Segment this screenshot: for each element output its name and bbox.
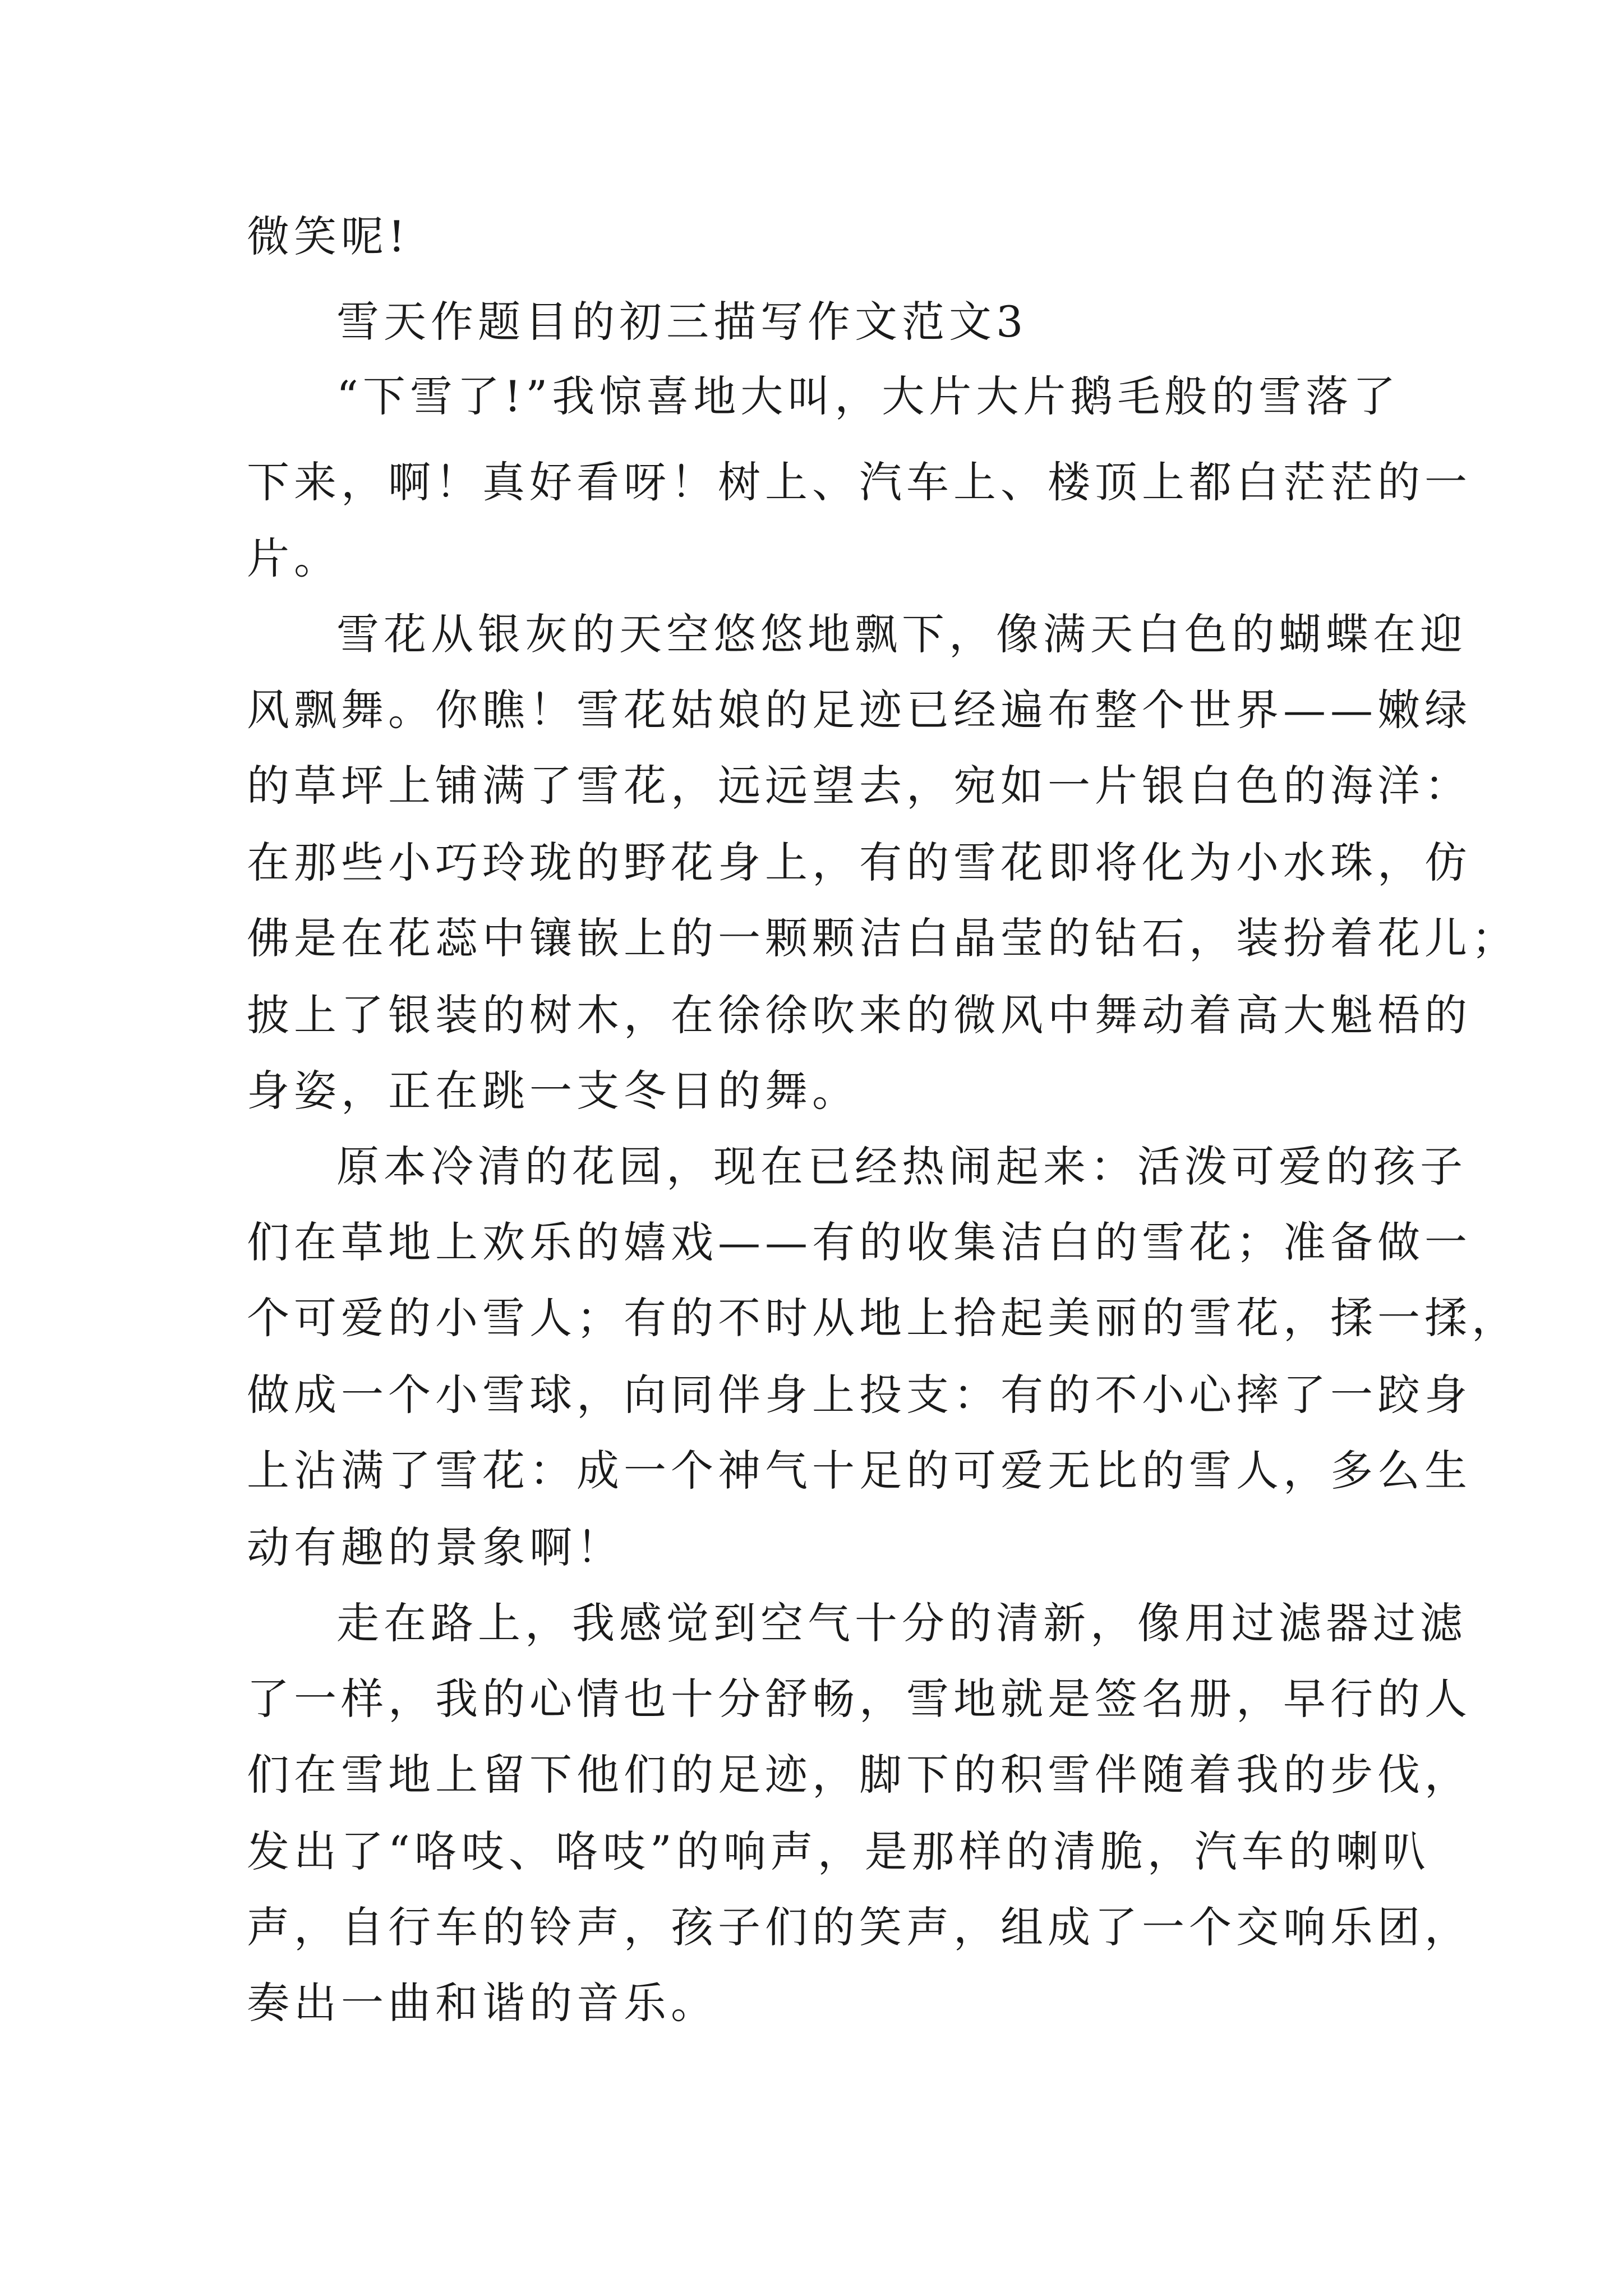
- paragraph-line: 发出了“咯吱、咯吱”的响声，是那样的清脆，汽车的喇叭: [247, 1826, 1430, 1876]
- paragraph-line: 做成一个小雪球，向同伴身上投支：有的不小心摔了一跤身: [247, 1370, 1472, 1420]
- paragraph-line: 披上了银装的树木，在徐徐吹来的微风中舞动着高大魁梧的: [247, 990, 1472, 1040]
- paragraph-line: 声，自行车的铃声，孩子们的笑声，组成了一个交响乐团，: [247, 1902, 1472, 1952]
- paragraph-line: 佛是在花蕊中镶嵌上的一颗颗洁白晶莹的钻石，装扮着花儿；: [247, 913, 1519, 963]
- paragraph-line: 的草坪上铺满了雪花，远远望去，宛如一片银白色的海洋：: [247, 761, 1472, 811]
- paragraph-line: 们在草地上欢乐的嬉戏——有的收集洁白的雪花；准备做一: [247, 1217, 1472, 1267]
- paragraph-line: 雪花从银灰的天空悠悠地飘下，像满天白色的蝴蝶在迎: [336, 609, 1467, 659]
- paragraph-line: 们在雪地上留下他们的足迹，脚下的积雪伴随着我的步伐，: [247, 1750, 1472, 1800]
- paragraph-line: 下来，啊！真好看呀！树上、汽车上、楼顶上都白茫茫的一: [247, 457, 1472, 507]
- paragraph-line: 了一样，我的心情也十分舒畅，雪地就是签名册，早行的人: [247, 1674, 1472, 1724]
- paragraph-line: 原本冷清的花园，现在已经热闹起来：活泼可爱的孩子: [336, 1142, 1467, 1191]
- paragraph-line: 在那些小巧玲珑的野花身上，有的雪花即将化为小水珠，仿: [247, 838, 1472, 887]
- paragraph-line: 奏出一曲和谐的音乐。: [247, 1978, 718, 2028]
- section-heading: 雪天作题目的初三描写作文范文3: [336, 297, 1028, 347]
- paragraph-line: 上沾满了雪花：成一个神气十足的可爱无比的雪人，多么生: [247, 1446, 1472, 1496]
- paragraph-line: “下雪了!”我惊喜地大叫，大片大片鹅毛般的雪落了: [336, 371, 1400, 421]
- paragraph-line: 片。: [247, 533, 341, 583]
- paragraph-line: 动有趣的景象啊！: [247, 1522, 624, 1572]
- paragraph-line: 走在路上，我感觉到空气十分的清新，像用过滤器过滤: [336, 1598, 1467, 1648]
- paragraph-line: 风飘舞。你瞧！雪花姑娘的足迹已经遍布整个世界——嫩绿: [247, 685, 1472, 735]
- paragraph-line: 身姿，正在跳一支冬日的舞。: [247, 1066, 859, 1116]
- paragraph-line: 微笑呢!: [247, 211, 410, 261]
- paragraph-line: 个可爱的小雪人；有的不时从地上拾起美丽的雪花，揉一揉，: [247, 1293, 1519, 1343]
